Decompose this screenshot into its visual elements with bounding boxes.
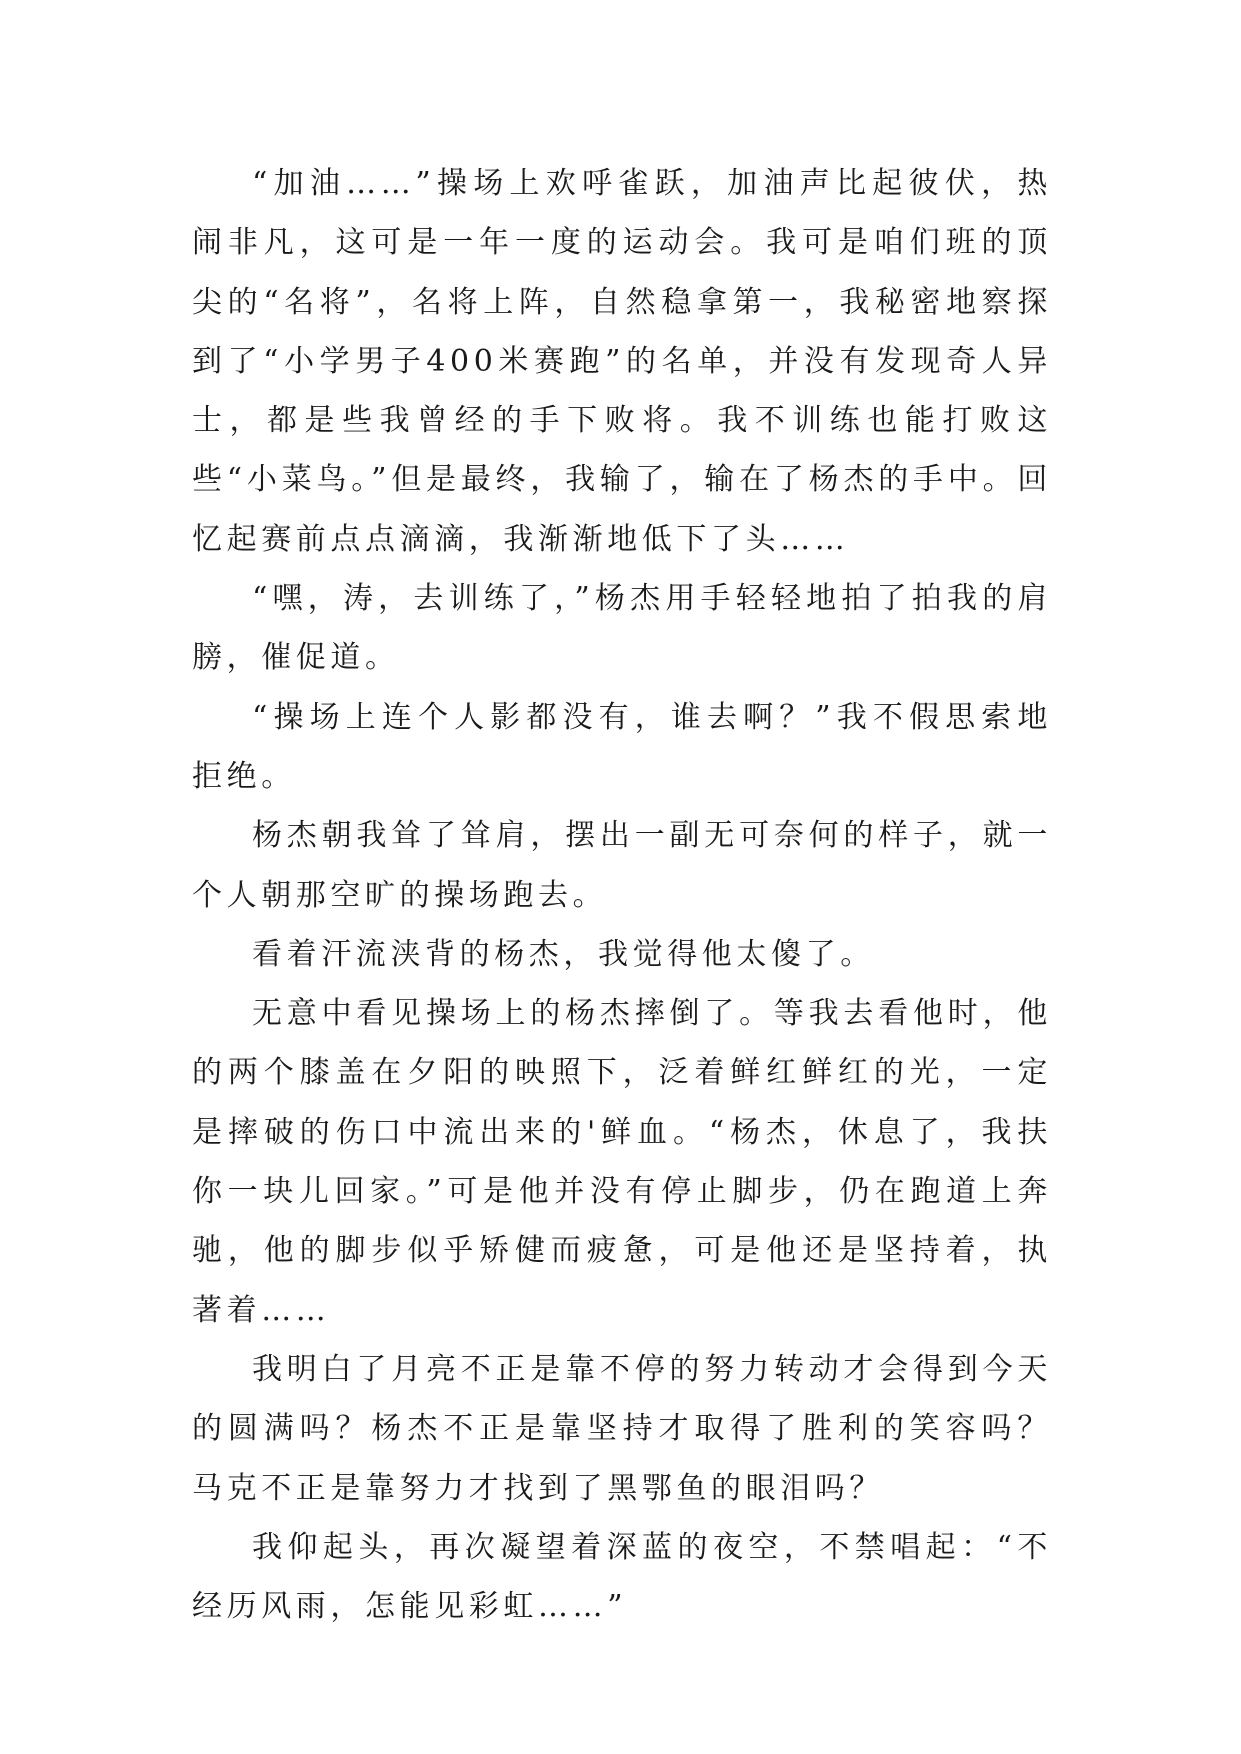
- paragraph-7: 我明白了月亮不正是靠不停的努力转动才会得到今天的圆满吗？杨杰不正是靠坚持才取得了胜利的笑容吗？马克不正是靠努力才找到了黑鄂鱼的眼泪吗？: [192, 1351, 1052, 1506]
- paragraph-4: 杨杰朝我耸了耸肩，摆出一副无可奈何的样子，就一个人朝那空旷的操场跑去。: [192, 818, 1052, 913]
- paragraph-3: “操场上连个人影都没有，谁去啊？”我不假思索地拒绝。: [192, 699, 1052, 794]
- paragraph-6: 无意中看见操场上的杨杰摔倒了。等我去看他时，他的两个膝盖在夕阳的映照下，泛着鲜红鲜红的光，一定是摔破的伤口中流出来的'鲜血。“杨杰，休息了，我扶你一块儿回家。”可是他并没有停止脚步，仍在跑道上奔驰，他的脚步似乎矫健而疲惫，可是他还是坚持着，执著着……: [192, 996, 1052, 1328]
- paragraph-8: 我仰起头，再次凝望着深蓝的夜空，不禁唱起：“不经历风雨，怎能见彩虹……”: [192, 1529, 1052, 1625]
- paragraph-2: “嘿，涛，去训练了，”杨杰用手轻轻地拍了拍我的肩膀，催促道。: [192, 581, 1052, 676]
- paragraph-5: 看着汗流浃背的杨杰，我觉得他太傻了。: [252, 936, 875, 972]
- document-page: [192, 154, 1052, 1636]
- paragraph-1: “加油……”操场上欢呼雀跃，加油声比起彼伏，热闹非凡，这可是一年一度的运动会。我可是咱们班的顶尖的“名将”，名将上阵，自然稳拿第一，我秘密地察探到了“小学男子400米赛跑”的名单，并没有发现奇人异士，都是些我曾经的手下败将。我不训练也能打败这些“小菜鸟。”但是最终，我输了，输在了杨杰的手中。回忆起赛前点点滴滴，我渐渐地低下了头……: [192, 166, 1052, 557]
